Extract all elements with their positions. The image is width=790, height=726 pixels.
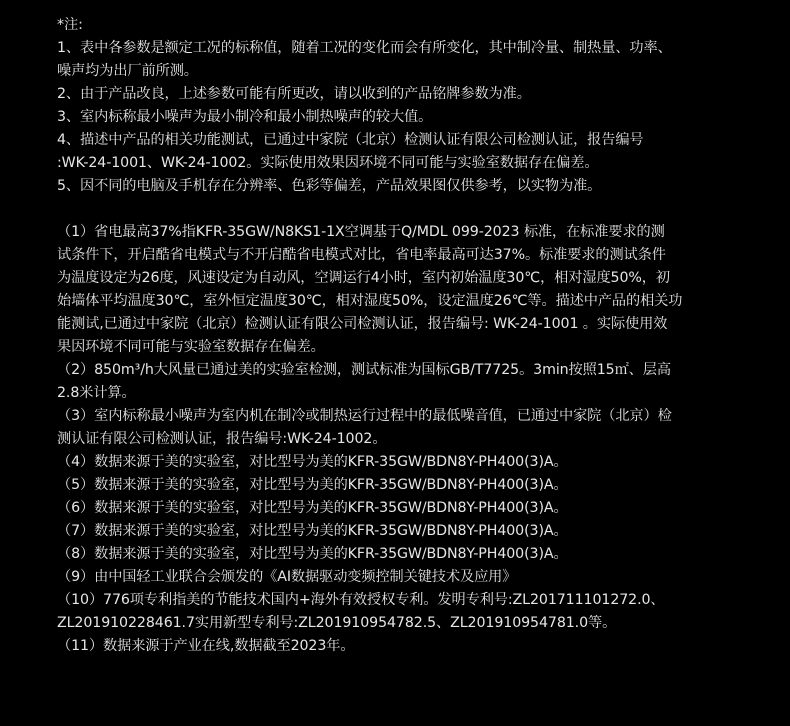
footnote-line: ZL201910228461.7实用新型专利号:ZL201910954782.5、ZL201910954781.0等。	[57, 615, 617, 631]
note-line: 2、由于产品改良，上述参数可能有所更改，请以收到的产品铭牌参数为准。	[57, 86, 531, 102]
footnote-line: （1）省电最高37%指KFR-35GW/N8KS1-1X空调基于Q/MDL 099-2023 标准，在标准要求的测	[57, 224, 665, 240]
footnote-line: 能测试,已通过中家院（北京）检测认证有限公司检测认证，报告编号: WK-24-1001 。实际使用效	[57, 316, 668, 332]
section-gap	[57, 198, 787, 221]
footnote-line: （8）数据来源于美的实验室，对比型号为美的KFR-35GW/BDN8Y-PH400(3)A。	[57, 546, 568, 562]
footnote-line: （6）数据来源于美的实验室，对比型号为美的KFR-35GW/BDN8Y-PH400(3)A。	[57, 500, 568, 516]
footnote-line: （10）776项专利指美的节能技术国内+海外有效授权专利。发明专利号:ZL201711101272.0、	[57, 592, 665, 608]
footnote-line: （3）室内标称最小噪声为室内机在制冷或制热运行过程中的最低噪音值，已通过中家院（北京）检	[57, 408, 672, 424]
disclaimer-document	[57, 14, 787, 658]
footnote-line: （5）数据来源于美的实验室，对比型号为美的KFR-35GW/BDN8Y-PH400(3)A。	[57, 477, 568, 493]
note-line: 1、表中各参数是额定工况的标称值，随着工况的变化而会有所变化，其中制冷量、制热量、功率、	[57, 40, 672, 56]
footnote-line: （7）数据来源于美的实验室，对比型号为美的KFR-35GW/BDN8Y-PH400(3)A。	[57, 523, 568, 539]
footnote-line: 2.8米计算。	[57, 385, 136, 401]
notes-heading: *注:	[57, 17, 83, 33]
footnote-line: （9）由中国轻工业联合会颁发的《AI数据驱动变频控制关键技术及应用》	[57, 569, 517, 585]
footnote-line: 为温度设定为26度，风速设定为自动风，空调运行4小时，室内初始温度30℃，相对湿度50%，初	[57, 270, 670, 286]
footnote-line: 试条件下，开启酷省电模式与不开启酷省电模式对比，省电率最高可达37%。标准要求的测试条件	[57, 247, 666, 263]
footnote-line: （4）数据来源于美的实验室，对比型号为美的KFR-35GW/BDN8Y-PH400(3)A。	[57, 454, 568, 470]
note-line: 噪声均为出厂前所测。	[57, 63, 198, 79]
note-line: 3、室内标称最小噪声为最小制冷和最小制热噪声的较大值。	[57, 109, 433, 125]
footnote-line: 果因环境不同可能与实验室数据存在偏差。	[57, 339, 325, 355]
note-line: 4、描述中产品的相关功能测试，已通过中家院（北京）检测认证有限公司检测认证，报告编号	[57, 132, 644, 148]
note-line: 5、因不同的电脑及手机存在分辨率、色彩等偏差，产品效果图仅供参考，以实物为准。	[57, 178, 602, 194]
footnote-line: 测认证有限公司检测认证，报告编号:WK-24-1002。	[57, 431, 387, 447]
footnote-line: （11）数据来源于产业在线,数据截至2023年。	[57, 638, 355, 654]
footnote-line: 始墙体平均温度30℃，室外恒定温度30℃，相对湿度50%，设定温度26℃等。描述中产品的相关功	[57, 293, 683, 309]
footnote-line: （2）850m³/h大风量已通过美的实验室检测，测试标准为国标GB/T7725。3min按照15㎡、层高	[57, 362, 671, 378]
note-line: :WK-24-1001、WK-24-1002。实际使用效果因环境不同可能与实验室数据存在偏差。	[57, 155, 599, 171]
